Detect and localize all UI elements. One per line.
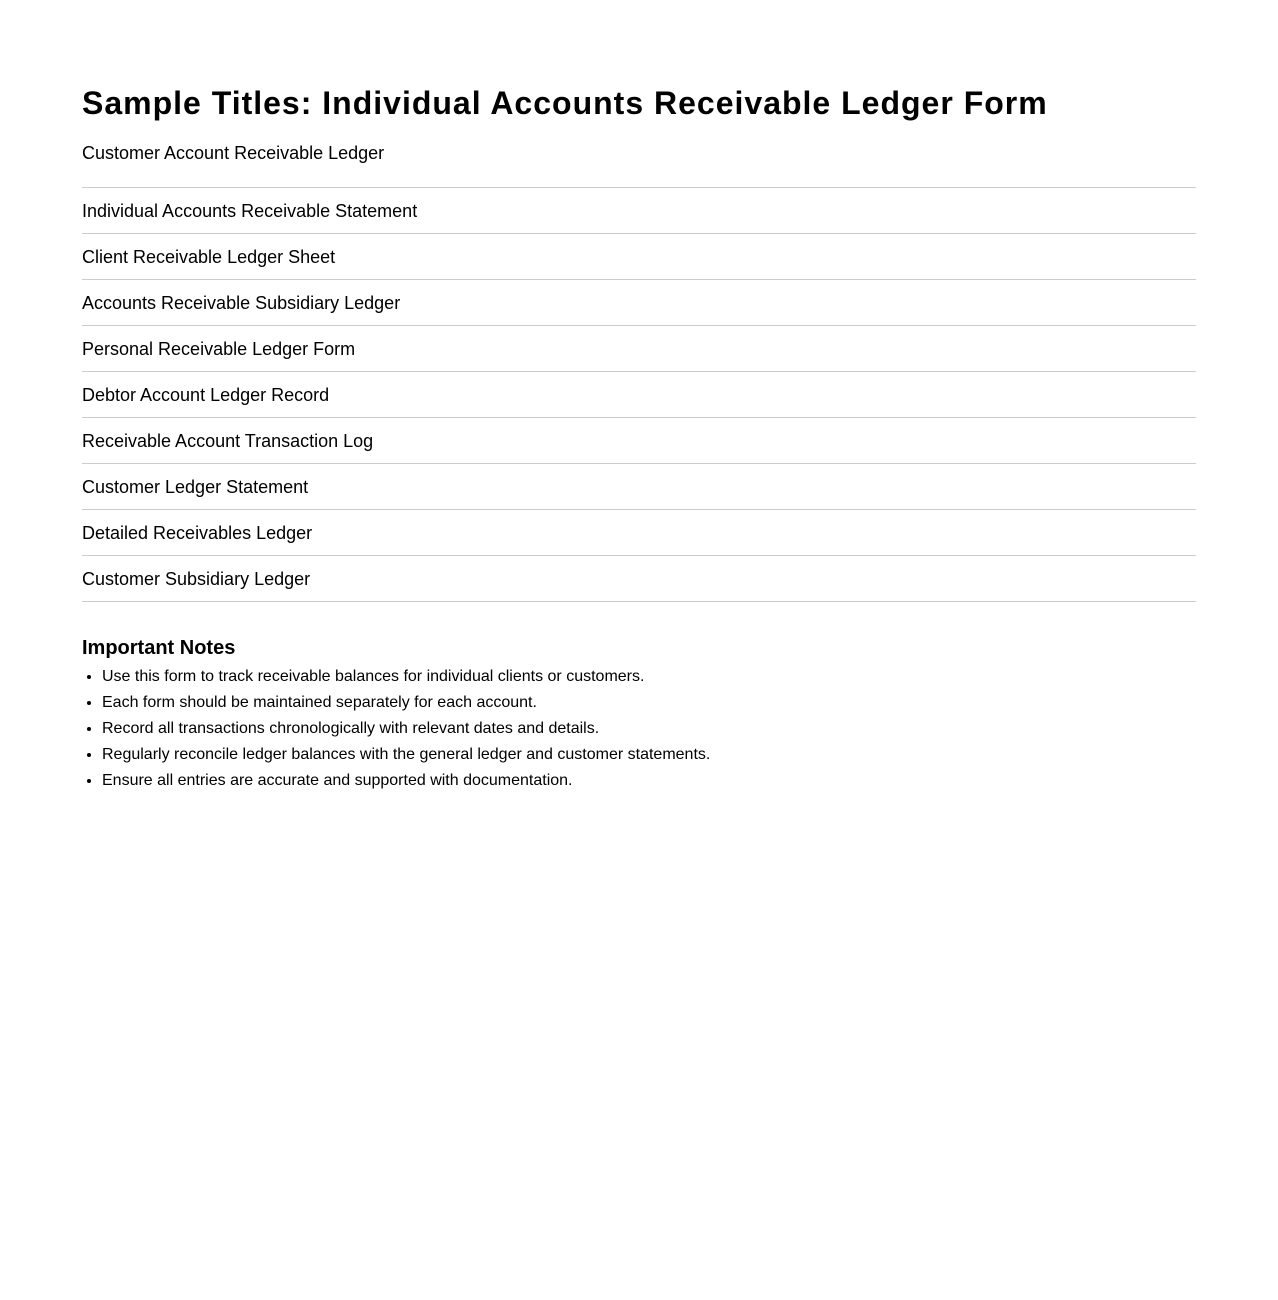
note-item: • Use this form to track receivable balances for individual clients or customers. <box>102 664 1196 690</box>
note-item: • Regularly reconcile ledger balances with the general ledger and customer statements. <box>102 742 1196 768</box>
title-item: Personal Receivable Ledger Form <box>82 326 1196 372</box>
note-item: • Ensure all entries are accurate and supported with documentation. <box>102 768 1196 794</box>
title-item: Accounts Receivable Subsidiary Ledger <box>82 280 1196 326</box>
title-item: Debtor Account Ledger Record <box>82 372 1196 418</box>
title-item: Client Receivable Ledger Sheet <box>82 234 1196 280</box>
title-item: Detailed Receivables Ledger <box>82 510 1196 556</box>
title-item: Receivable Account Transaction Log <box>82 418 1196 464</box>
sample-titles-list <box>82 142 1196 602</box>
page-title: Sample Titles: Individual Accounts Receivable Ledger Form <box>82 85 1048 121</box>
title-item: Customer Account Receivable Ledger <box>82 142 1196 188</box>
notes-list <box>82 664 1196 794</box>
note-item: • Each form should be maintained separately for each account. <box>102 690 1196 716</box>
notes-heading: Important Notes <box>82 637 236 659</box>
title-item: Customer Subsidiary Ledger <box>82 556 1196 602</box>
title-item: Customer Ledger Statement <box>82 464 1196 510</box>
note-item: • Record all transactions chronologically with relevant dates and details. <box>102 716 1196 742</box>
title-item: Individual Accounts Receivable Statement <box>82 188 1196 234</box>
